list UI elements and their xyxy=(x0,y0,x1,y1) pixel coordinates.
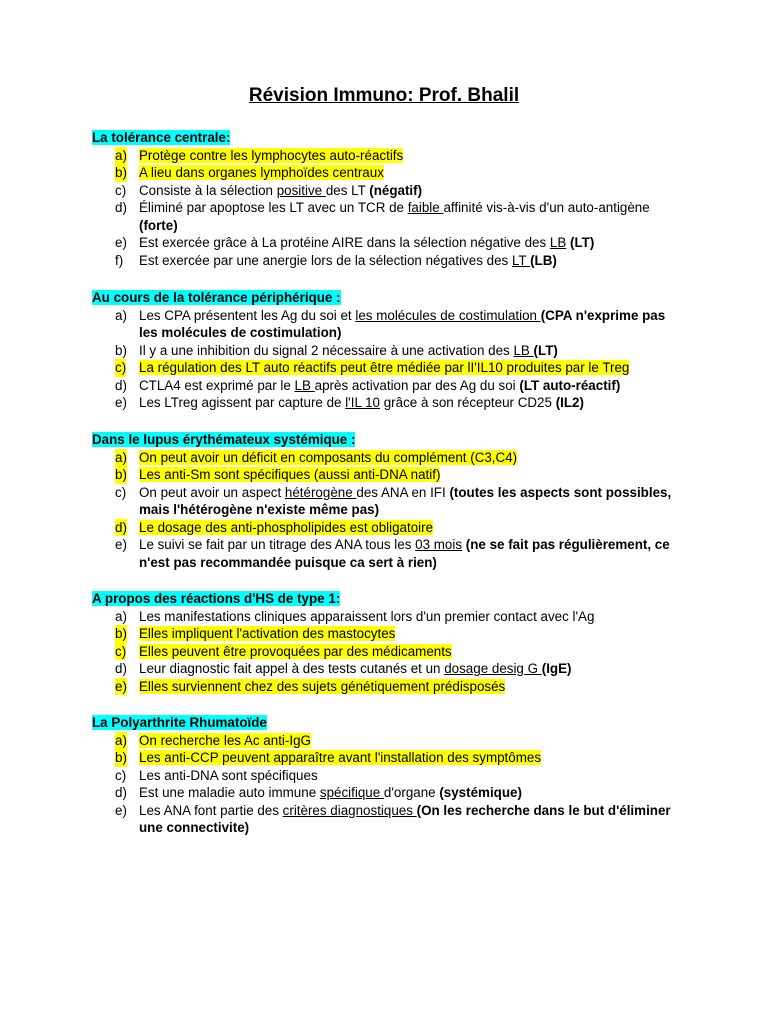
answer-text: (toutes les aspects sont possibles, mais l'hétérogène n'existe même pas) xyxy=(139,484,672,518)
text-run: Est une maladie auto immune xyxy=(139,785,320,801)
item-label: a) xyxy=(115,147,127,163)
section-title: La Polyarthrite Rhumatoïde xyxy=(92,715,267,730)
text-run: Il y a une inhibition du signal 2 nécessaire à une activation des xyxy=(139,342,514,358)
item-text xyxy=(139,360,629,375)
item-label: b) xyxy=(115,165,127,181)
answer-text: (On les recherche dans le but d'éliminer une connectivite) xyxy=(139,802,671,836)
item-label: b) xyxy=(115,626,127,642)
text-run: d'organe xyxy=(383,785,440,801)
item-label: e) xyxy=(115,802,127,818)
list-item xyxy=(92,449,682,467)
item-text xyxy=(139,450,517,465)
underlined-text: LT xyxy=(511,253,531,269)
list-item xyxy=(92,377,682,395)
item-text xyxy=(139,626,395,641)
list-item xyxy=(92,182,682,200)
underlined-text: LB xyxy=(294,377,315,393)
item-text xyxy=(139,520,433,535)
item-text xyxy=(139,308,665,341)
item-text xyxy=(139,183,422,198)
item-text xyxy=(139,343,558,358)
section-hs-type-1 xyxy=(92,590,682,695)
section-title: A propos des réactions d'HS de type 1: xyxy=(92,591,341,606)
text-run: On peut avoir un déficit en composants du complément (C3,C4) xyxy=(139,449,518,465)
item-label: e) xyxy=(115,537,127,553)
item-label: d) xyxy=(115,785,127,801)
item-text xyxy=(139,485,671,518)
text-run: Les LTreg agissent par capture de xyxy=(139,395,346,411)
answer-text: (forte) xyxy=(139,217,178,233)
answer-text: (LT auto-réactif) xyxy=(519,377,621,393)
item-label: e) xyxy=(115,395,127,411)
page-title: Révision Immuno: Prof. Bhalil xyxy=(248,85,520,106)
text-run: grâce à son récepteur CD25 xyxy=(380,395,556,411)
underlined-text: faible xyxy=(407,200,444,216)
answer-text: (LB) xyxy=(530,253,557,269)
list-item xyxy=(92,749,682,767)
answer-text: (ne se fait pas régulièrement, ce n'est pas recommandée puisque ca sert à rien) xyxy=(139,537,670,571)
section-title: La tolérance centrale: xyxy=(92,130,231,145)
list-item xyxy=(92,519,682,537)
section-tolerance-centrale xyxy=(92,129,682,270)
item-text xyxy=(139,148,403,163)
answer-text: (LT) xyxy=(533,342,558,358)
list-item xyxy=(92,394,682,412)
underlined-text: LB xyxy=(549,235,567,251)
item-label: c) xyxy=(115,484,127,500)
text-run: CTLA4 est exprimé par le xyxy=(139,377,295,393)
item-text xyxy=(139,235,594,250)
section-lupus xyxy=(92,431,682,572)
item-text xyxy=(139,200,650,233)
item-text xyxy=(139,661,572,676)
list-item xyxy=(92,234,682,252)
item-text xyxy=(139,733,311,748)
section-tolerance-peripherique xyxy=(92,289,682,412)
text-run: Elles surviennent chez des sujets génétiquement prédisposés xyxy=(139,678,506,694)
list-item xyxy=(92,767,682,785)
answer-text: (systémique) xyxy=(439,785,522,801)
question-list xyxy=(92,608,682,696)
item-label: a) xyxy=(115,732,127,748)
text-run: On peut avoir un aspect xyxy=(139,484,285,500)
item-text xyxy=(139,253,557,268)
text-run: Le suivi se fait par un titrage des ANA tous les xyxy=(139,537,416,553)
question-list xyxy=(92,449,682,572)
text-run: après activation par des Ag du soi xyxy=(314,377,520,393)
list-item xyxy=(92,660,682,678)
item-label: b) xyxy=(115,467,127,483)
underlined-text: l'IL 10 xyxy=(345,395,381,411)
item-label: a) xyxy=(115,449,127,465)
section-title: Dans le lupus érythémateux systémique : xyxy=(92,432,356,447)
question-list xyxy=(92,732,682,838)
text-run: Le dosage des anti-phospholipides est obligatoire xyxy=(139,519,434,535)
item-label: a) xyxy=(115,608,127,624)
answer-text: (LT) xyxy=(570,235,595,251)
section-polyarthrite xyxy=(92,714,682,837)
item-text xyxy=(139,378,620,393)
list-item xyxy=(92,307,682,342)
item-text xyxy=(139,768,318,783)
text-run: Est exercée grâce à La protéine AIRE dans la sélection négative des xyxy=(139,235,550,251)
item-label: c) xyxy=(115,643,127,659)
question-list xyxy=(92,147,682,270)
item-label: c) xyxy=(115,767,127,783)
text-run: Éliminé par apoptose les LT avec un TCR de xyxy=(139,200,408,216)
item-text xyxy=(139,165,384,180)
list-item xyxy=(92,678,682,696)
list-item xyxy=(92,342,682,360)
list-item xyxy=(92,732,682,750)
item-label: b) xyxy=(115,750,127,766)
list-item xyxy=(92,536,682,571)
text-run: Les anti-DNA sont spécifiques xyxy=(139,767,318,783)
underlined-text: dosage desig G xyxy=(444,661,542,677)
underlined-text: LB xyxy=(513,342,534,358)
item-label: b) xyxy=(115,342,127,358)
underlined-text: critères diagnostiques xyxy=(282,802,417,818)
text-run: Les ANA font partie des xyxy=(139,802,283,818)
list-item xyxy=(92,199,682,234)
list-item xyxy=(92,784,682,802)
text-run: affinité vis-à-vis d'un auto-antigène xyxy=(443,200,650,216)
answer-text: (IgE) xyxy=(541,661,572,677)
text-run: Leur diagnostic fait appel à des tests cutanés et un xyxy=(139,661,445,677)
list-item xyxy=(92,625,682,643)
text-run: La régulation des LT auto réactifs peut être médiée par lI'IL10 produites par le Treg xyxy=(139,360,630,376)
item-text xyxy=(139,395,584,410)
list-item xyxy=(92,147,682,165)
item-label: e) xyxy=(115,678,127,694)
item-text xyxy=(139,803,671,836)
text-run: On recherche les Ac anti-IgG xyxy=(139,732,311,748)
text-run: Consiste à la sélection xyxy=(139,182,277,198)
answer-text: (IL2) xyxy=(555,395,584,411)
underlined-text: 03 mois xyxy=(415,537,463,553)
answer-text: (négatif) xyxy=(369,182,423,198)
item-text xyxy=(139,609,594,624)
text-run: Elles impliquent l'activation des mastocytes xyxy=(139,626,396,642)
list-item xyxy=(92,466,682,484)
list-item xyxy=(92,608,682,626)
list-item xyxy=(92,164,682,182)
item-label: c) xyxy=(115,182,127,198)
text-run: Les anti-Sm sont spécifiques (aussi anti-DNA natif) xyxy=(139,467,441,483)
text-run: des ANA en IFI xyxy=(356,484,450,500)
item-label: d) xyxy=(115,200,127,216)
item-text xyxy=(139,537,670,570)
question-list xyxy=(92,307,682,413)
text-run: Les anti-CCP peuvent apparaître avant l'installation des symptômes xyxy=(139,750,542,766)
text-run: Les manifestations cliniques apparaissent lors d'un premier contact avec l'Ag xyxy=(139,608,595,624)
underlined-text: les molécules de costimulation xyxy=(355,307,541,323)
text-run: Elles peuvent être provoquées par des médicaments xyxy=(139,643,452,659)
item-label: d) xyxy=(115,519,127,535)
list-item xyxy=(92,252,682,270)
underlined-text: positive xyxy=(276,182,326,198)
item-label: d) xyxy=(115,661,127,677)
list-item xyxy=(92,484,682,519)
text-run: Est exercée par une anergie lors de la sélection négatives des xyxy=(139,253,512,269)
underlined-text: hétérogène xyxy=(284,484,357,500)
list-item xyxy=(92,359,682,377)
item-text xyxy=(139,467,440,482)
text-run: Protège contre les lymphocytes auto-réactifs xyxy=(139,147,404,163)
item-text xyxy=(139,750,541,765)
list-item xyxy=(92,643,682,661)
item-label: a) xyxy=(115,307,127,323)
text-run: A lieu dans organes lymphoïdes centraux xyxy=(139,165,384,181)
list-item xyxy=(92,802,682,837)
item-label: e) xyxy=(115,235,127,251)
item-label: c) xyxy=(115,360,127,376)
item-text xyxy=(139,679,505,694)
item-label: f) xyxy=(115,253,124,269)
text-run: des LT xyxy=(325,182,370,198)
item-text xyxy=(139,785,522,800)
section-title: Au cours de la tolérance périphérique : xyxy=(92,290,341,305)
underlined-text: spécifique xyxy=(319,785,384,801)
item-text xyxy=(139,644,452,659)
item-label: d) xyxy=(115,377,127,393)
text-run: Les CPA présentent les Ag du soi et xyxy=(139,307,356,323)
answer-text: (CPA n'exprime pas les molécules de costimulation) xyxy=(139,307,666,341)
